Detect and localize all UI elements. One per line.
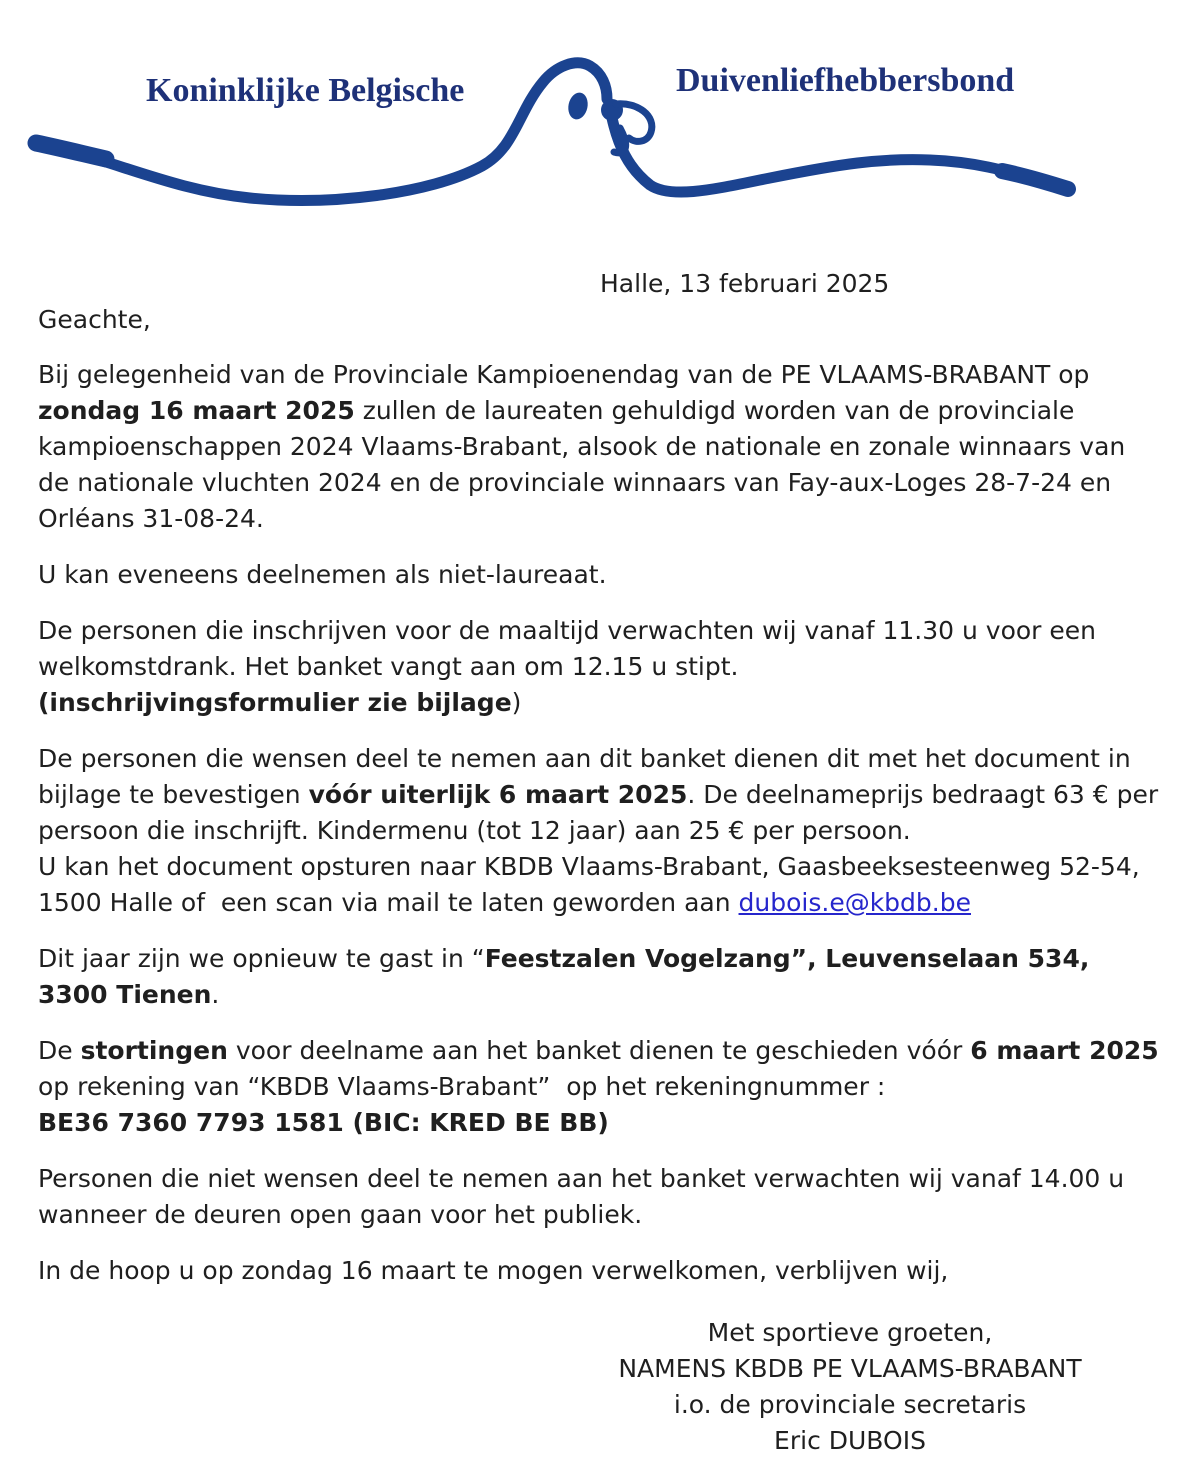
text-run: Dit jaar zijn we opnieuw te gast in “ [38,944,485,973]
kbdb-logo [0,0,1200,230]
text-run: De [38,1036,81,1065]
pigeon-eye [566,91,590,121]
text-run: Bij gelegenheid van de Provinciale Kampioenendag van de PE VLAAMS-BRABANT op [38,360,1098,389]
pigeon-logo-drawing [0,0,1200,230]
paragraph [38,357,1162,537]
bold-text-run: (inschrijvingsformulier zie bijlage [38,688,512,717]
paragraph [38,613,1162,721]
logo-text-right: Duivenliefhebbersbond [676,62,1015,99]
paragraph [38,741,1167,921]
email-link[interactable]: dubois.e@kbdb.be [738,888,971,917]
pigeon-chin-wave-line [612,118,1060,192]
bold-text-run: zondag 16 maart 2025 [38,396,355,425]
bold-text-run: Feestzalen Vogelzang”, Leuvenselaan 534, 3300 Tienen [38,944,1099,1009]
closing-signer-name: Eric DUBOIS [774,1426,926,1455]
bold-text-run: vóór uiterlijk 6 maart 2025 [308,780,688,809]
wave-right-end [1002,171,1068,189]
text-run: U kan het document opsturen naar KBDB Vlaams-Brabant, Gaasbeeksesteenweg 52-54, 1500 Halle of een scan via mail te laten geworden aan [38,852,1148,917]
paragraph [38,1033,1167,1141]
bold-text-run: stortingen [80,1036,228,1065]
closing-block [550,1315,1150,1459]
closing-role: i.o. de provinciale secretaris [673,1390,1027,1419]
place-date-line: Halle, 13 februari 2025 [600,269,890,298]
text-run: U kan eveneens deelnemen als niet-laureaat. [38,560,607,589]
letter-body [38,266,1167,1459]
closing-on-behalf: NAMENS KBDB PE VLAAMS-BRABANT [618,1354,1082,1383]
text-run: ) [511,688,522,717]
text-run: voor deelname aan het banket dienen te geschieden vóór [227,1036,971,1065]
bold-text-run: BE36 7360 7793 1581 (BIC: KRED BE BB) [38,1108,609,1137]
paragraph [38,1253,1162,1289]
text-run: zullen de laureaten gehuldigd worden van de provinciale kampioenschappen 2024 Vlaams-Brabant, alsook de nationale en zonale winnaars van de nationale vluchten 2024 en de provinciale winnaars van Fay-aux-Loges 28-7-24 en Orléans 31-08-24. [38,396,1134,533]
text-run: De personen die wensen deel te nemen aan dit banket dienen dit met het document in bijlage te bevestigen [38,744,1139,809]
text-run: In de hoop u op zondag 16 maart te mogen verwelkomen, verblijven wij, [38,1256,949,1285]
paragraph [38,941,1162,1013]
logo-text-left: Koninklijke Belgische [146,72,465,109]
paragraph [38,557,1162,593]
text-run: . [211,980,220,1009]
text-run: . De deelnameprijs bedraagt 63 € per persoon die inschrijft. Kindermenu (tot 12 jaar) aan 25 € per persoon. [38,780,1167,845]
paragraph [38,1161,1162,1233]
text-run: De personen die inschrijven voor de maaltijd verwachten wij vanaf 11.30 u voor een welkomstdrank. Het banket vangt aan om 12.15 u stipt. [38,616,1104,681]
text-run: Personen die niet wensen deel te nemen aan het banket verwachten wij vanaf 14.00 u wanneer de deuren open gaan voor het publiek. [38,1164,1133,1229]
closing-greeting: Met sportieve groeten, [707,1318,993,1347]
salutation: Geachte, [38,305,151,334]
wave-left-end [36,143,106,159]
text-run: op rekening van “KBDB Vlaams-Brabant” op het rekeningnummer : [38,1036,1167,1101]
letter-paragraphs [38,357,1167,1289]
bold-text-run: 6 maart 2025 [970,1036,1159,1065]
